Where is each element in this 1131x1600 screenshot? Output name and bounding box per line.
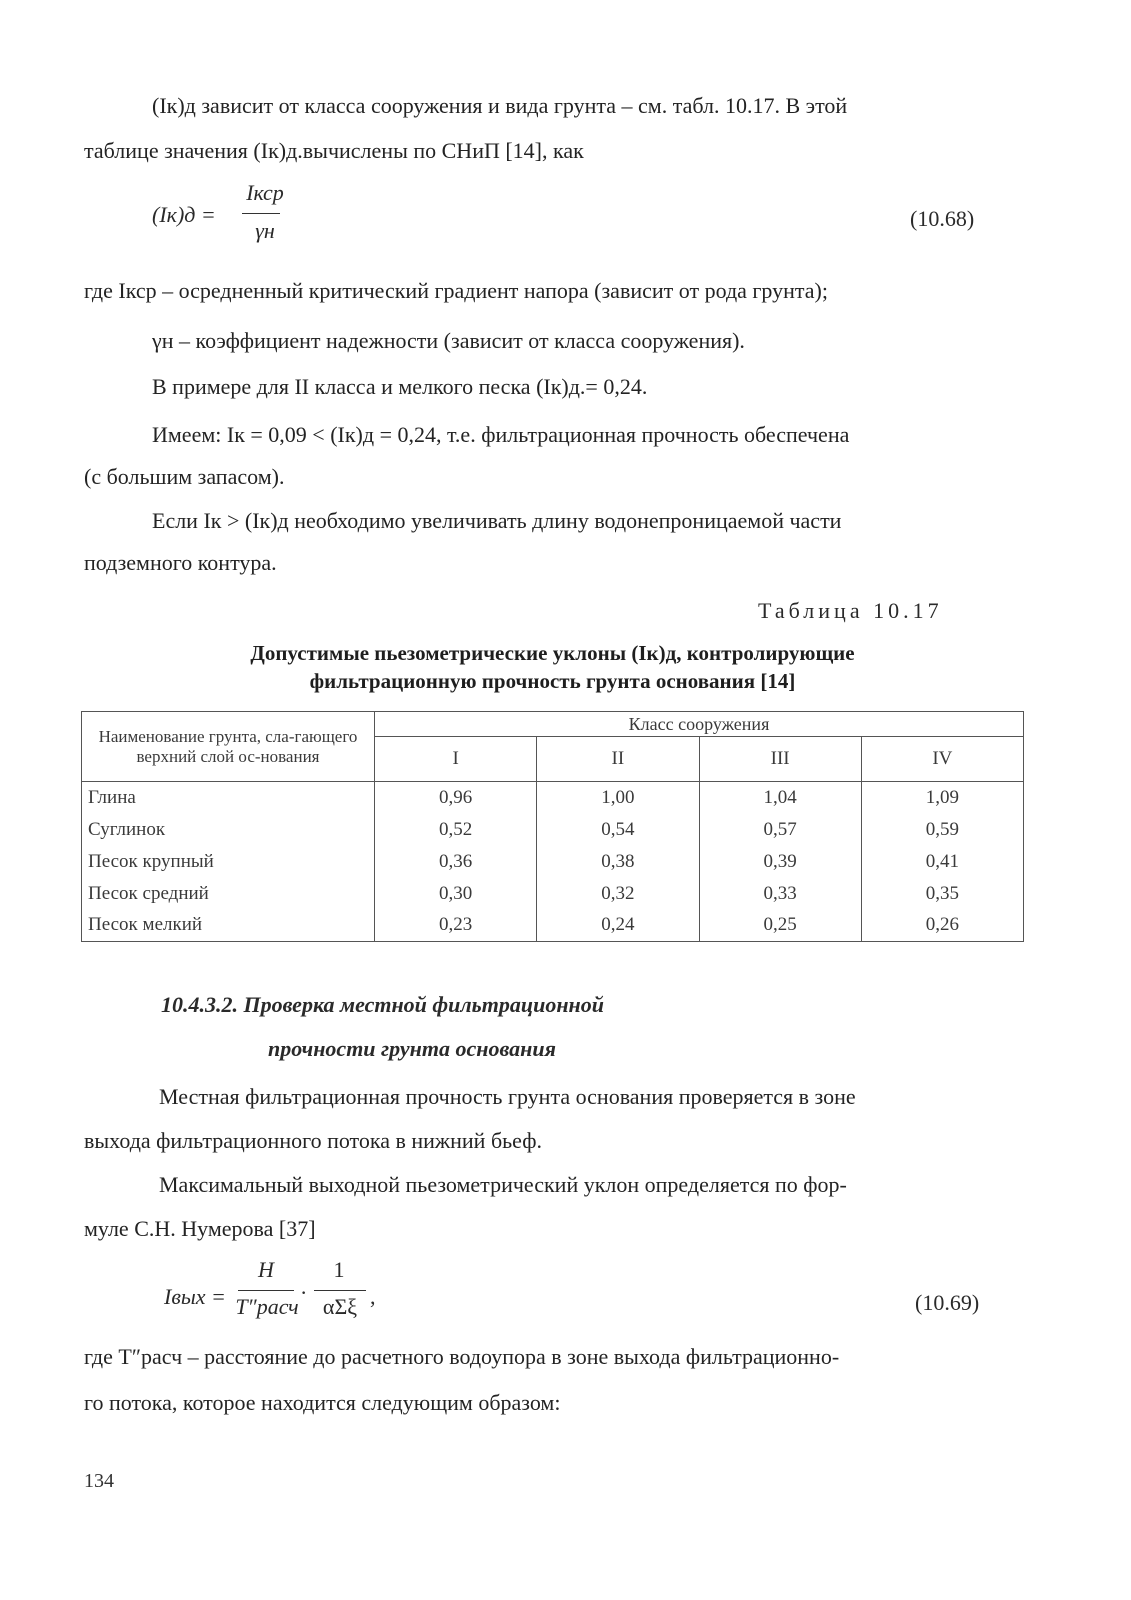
row-name: Песок крупный [82, 846, 375, 878]
equation-number-10-68: (10.68) [910, 206, 975, 231]
header-structure-class: Класс сооружения [375, 712, 1024, 737]
cell-value: 0,54 [537, 814, 699, 846]
paragraph-3-line-2: подземного контура. [84, 550, 277, 575]
paragraph-2-line-2: (с большим запасом). [84, 464, 285, 489]
cell-value: 0,57 [699, 814, 861, 846]
cell-value: 0,30 [375, 878, 537, 910]
row-name: Песок средний [82, 878, 375, 910]
header-class-1: I [375, 737, 537, 782]
where-1-line-1: где Iкср – осредненный критический градиент напора (зависит от рода грунта); [84, 278, 828, 303]
cell-value: 0,41 [861, 846, 1023, 878]
formula-10-69-numerator-1: H [258, 1257, 274, 1282]
cell-value: 0,39 [699, 846, 861, 878]
formula-10-68-lhs: (Iк)д = [152, 202, 216, 227]
cell-value: 1,09 [861, 782, 1023, 814]
section-heading-line-2: прочности грунта основания [268, 1036, 556, 1061]
section-heading-line-1: 10.4.3.2. Проверка местной фильтрационной [161, 992, 604, 1017]
table-row [82, 814, 1024, 846]
paragraph-3-line-1: Если Iк > (Iк)д необходимо увеличивать длину водонепроницаемой части [152, 508, 842, 533]
cell-value: 0,59 [861, 814, 1023, 846]
table-row [82, 910, 1024, 942]
table-row [82, 782, 1024, 814]
header-class-4: IV [861, 737, 1023, 782]
cell-value: 0,35 [861, 878, 1023, 910]
table-title-line-1: Допустимые пьезометрические уклоны (Iк)д, контролирующие [250, 641, 855, 665]
cell-value: 1,00 [537, 782, 699, 814]
equation-number-10-69: (10.69) [915, 1290, 980, 1315]
formula-10-69-numerator-2: 1 [333, 1257, 345, 1282]
formula-10-69-denominator-2: αΣξ [322, 1294, 358, 1319]
cell-value: 1,04 [699, 782, 861, 814]
formula-10-69-bar-1 [238, 1290, 294, 1291]
cell-value: 0,32 [537, 878, 699, 910]
header-class-2: II [537, 737, 699, 782]
formula-10-69-denominator-1: T″расч [235, 1294, 299, 1319]
cell-value: 0,96 [375, 782, 537, 814]
cell-value: 0,23 [375, 910, 537, 942]
paragraph-1-line-1: (Iк)д зависит от класса сооружения и вида грунта – см. табл. 10.17. В этой [152, 93, 848, 118]
table-row [82, 846, 1024, 878]
header-soil-name: Наименование грунта, сла-гающего верхний слой ос-нования [82, 712, 375, 782]
cell-value: 0,52 [375, 814, 537, 846]
table-title-line-2: фильтрационную прочность грунта основания [14] [309, 669, 796, 693]
page-number: 134 [84, 1470, 114, 1492]
formula-10-69-dot: · [300, 1280, 308, 1305]
where-2-line-1: где T″расч – расстояние до расчетного водоупора в зоне выхода фильтрационно- [84, 1344, 840, 1369]
cell-value: 0,38 [537, 846, 699, 878]
row-name: Суглинок [82, 814, 375, 846]
formula-10-68-denominator: γн [255, 218, 275, 243]
table-caption: Таблица 10.17 [758, 598, 943, 623]
paragraph-4-line-1: Местная фильтрационная прочность грунта основания проверяется в зоне [159, 1084, 856, 1109]
where-2-line-2: го потока, которое находится следующим образом: [84, 1390, 561, 1415]
cell-value: 0,36 [375, 846, 537, 878]
formula-10-69-lhs: Iвых = [164, 1284, 226, 1309]
cell-value: 0,24 [537, 910, 699, 942]
paragraph-1-line-2: таблице значения (Iк)д.вычислены по СНиП [14], как [84, 138, 584, 163]
paragraph-2-line-1: Имеем: Iк = 0,09 < (Iк)д = 0,24, т.е. фильтрационная прочность обеспечена [152, 422, 850, 447]
cell-value: 0,33 [699, 878, 861, 910]
paragraph-5-line-1: Максимальный выходной пьезометрический уклон определяется по фор- [159, 1172, 847, 1197]
cell-value: 0,25 [699, 910, 861, 942]
example-line: В примере для II класса и мелкого песка (Iк)д.= 0,24. [152, 374, 648, 399]
paragraph-4-line-2: выхода фильтрационного потока в нижний бьеф. [84, 1128, 542, 1153]
formula-10-68-fraction-bar [242, 213, 280, 214]
permissible-gradients-table [81, 711, 1024, 942]
where-1-line-2: γн – коэффициент надежности (зависит от класса сооружения). [152, 328, 745, 353]
formula-10-68-numerator: Iкср [246, 180, 284, 205]
formula-10-69-bar-2 [314, 1290, 366, 1291]
header-class-3: III [699, 737, 861, 782]
formula-10-69-comma: , [370, 1284, 376, 1309]
paragraph-5-line-2: муле С.Н. Нумерова [37] [84, 1216, 316, 1241]
cell-value: 0,26 [861, 910, 1023, 942]
row-name: Глина [82, 782, 375, 814]
table-row [82, 878, 1024, 910]
row-name: Песок мелкий [82, 910, 375, 942]
